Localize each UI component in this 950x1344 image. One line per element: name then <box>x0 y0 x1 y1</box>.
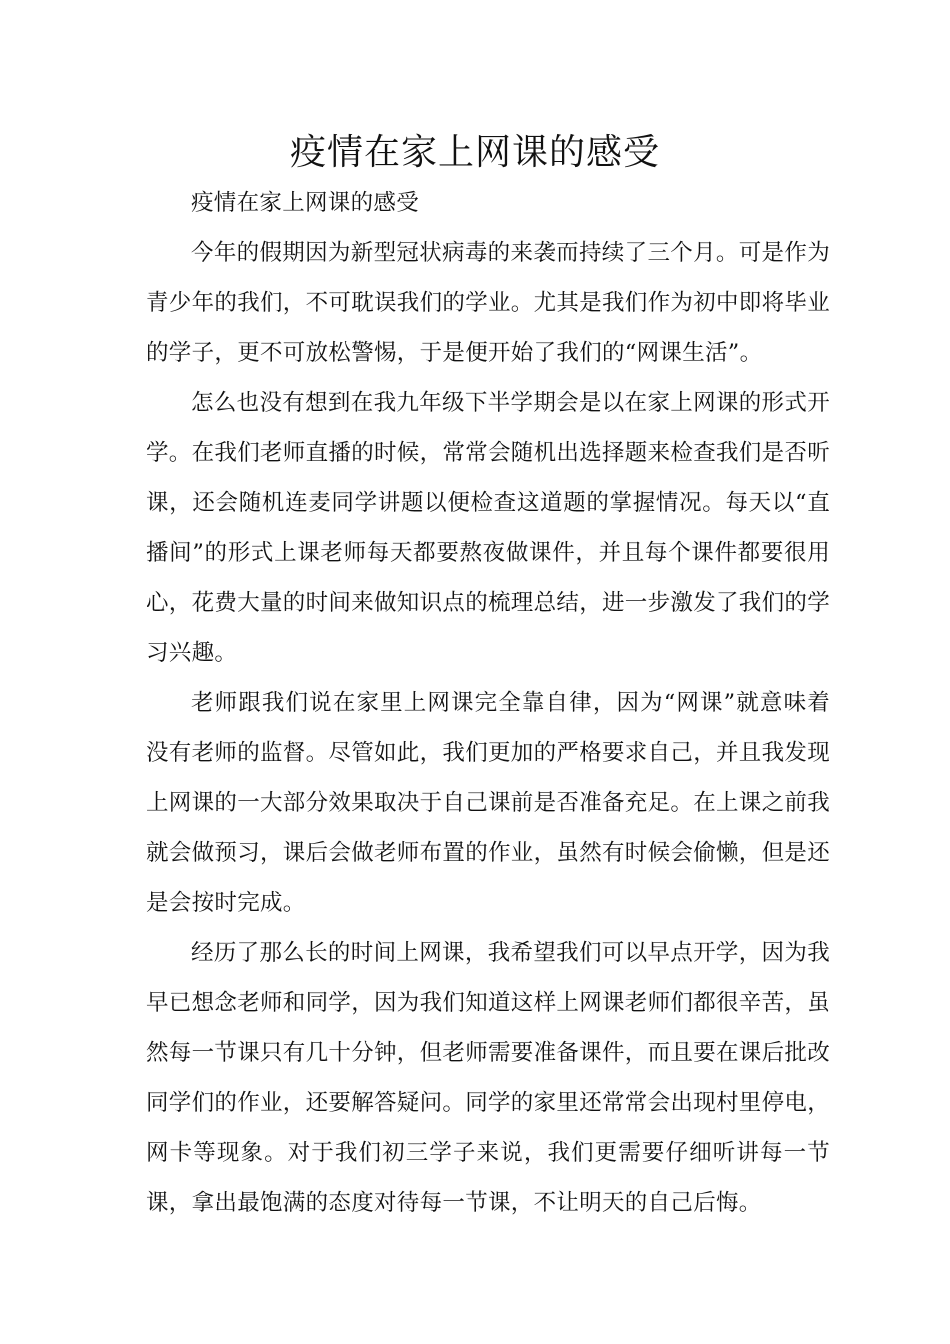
paragraph-4: 经历了那么长的时间上网课，我希望我们可以早点开学，因为我早已想念老师和同学，因为我们知道这样上网课老师们都很辛苦，虽然每一节课只有几十分钟，但老师需要准备课件，而且要在课后批改同学们的作业，还要解答疑问。同学的家里还常常会出现村里停电，网卡等现象。对于我们初三学子来说，我们更需要仔细听讲每一节课，拿出最饱满的态度对待每一节课，不让明天的自己后悔。 <box>146 940 831 1216</box>
document-subtitle: 疫情在家上网课的感受 <box>191 190 420 216</box>
paragraph-2: 怎么也没有想到在我九年级下半学期会是以在家上网课的形式开学。在我们老师直播的时候，常常会随机出选择题来检查我们是否听课，还会随机连麦同学讲题以便检查这道题的掌握情况。每天以“直播间”的形式上课老师每天都要熬夜做课件，并且每个课件都要很用心，花费大量的时间来做知识点的梳理总结，进一步激发了我们的学习兴趣。 <box>146 390 831 666</box>
paragraph-1: 今年的假期因为新型冠状病毒的来袭而持续了三个月。可是作为青少年的我们，不可耽误我们的学业。尤其是我们作为初中即将毕业的学子，更不可放松警惕，于是便开始了我们的“网课生活”。 <box>146 240 831 366</box>
paragraph-3: 老师跟我们说在家里上网课完全靠自律，因为“网课”就意味着没有老师的监督。尽管如此，我们更加的严格要求自己，并且我发现上网课的一大部分效果取决于自己课前是否准备充足。在上课之前我就会做预习，课后会做老师布置的作业，虽然有时候会偷懒，但是还是会按时完成。 <box>146 690 831 916</box>
document-body <box>146 178 830 1228</box>
document-title: 疫情在家上网课的感受 <box>289 132 660 173</box>
